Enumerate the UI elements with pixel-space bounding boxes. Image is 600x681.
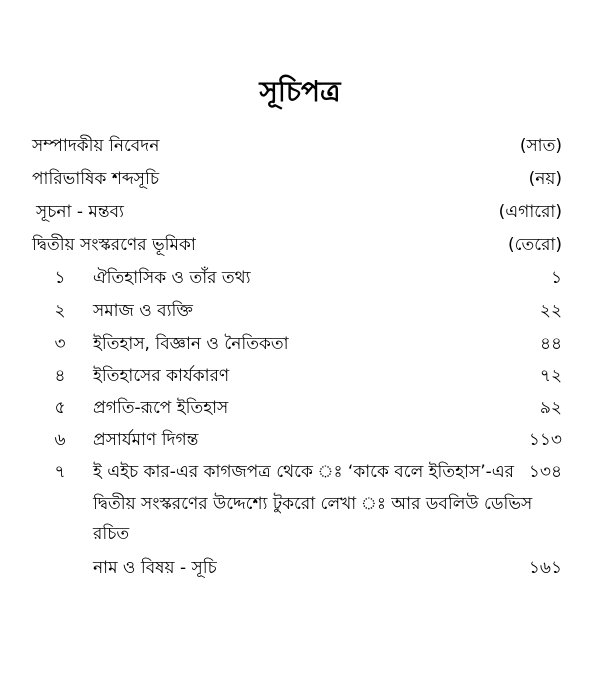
toc-chapter-2[interactable] — [0, 296, 600, 326]
toc-chapter-3[interactable] — [0, 329, 600, 359]
toc-entry-introductory-remark[interactable] — [0, 197, 600, 227]
toc-chapter-5[interactable] — [0, 393, 600, 423]
toc-entry-label: দ্বিতীয় সংস্করণের ভূমিকা — [32, 235, 196, 255]
toc-entry-label: সূচনা - মন্তব্য — [36, 202, 124, 222]
chapter-page: ৪৪ — [539, 334, 562, 354]
toc-entry-page: (এগারো) — [498, 202, 562, 222]
toc-entry-page: (সাত) — [519, 136, 562, 156]
chapter-number: ২ — [54, 301, 66, 321]
chapter-number: ৩ — [54, 334, 66, 354]
chapter-title-continuation: দ্বিতীয় সংস্করণের উদ্দেশ্যে টুকরো লেখা ঃ আর ডবলিউ ডেভিস — [93, 494, 533, 514]
chapter-number: ৭ — [54, 462, 66, 482]
chapter-page: ১১৩ — [528, 430, 562, 450]
chapter-title: প্রগতি-রূপে ইতিহাস — [93, 398, 229, 418]
toc-entry-page: (তেরো) — [507, 235, 562, 255]
page-title: সূচিপত্র — [259, 75, 341, 108]
toc-entry-label: নাম ও বিষয় - সূচি — [93, 558, 217, 578]
chapter-number: ১ — [54, 268, 66, 288]
toc-entry-glossary[interactable] — [0, 164, 600, 194]
chapter-title: ঐতিহাসিক ও তাঁর তথ্য — [93, 268, 251, 288]
toc-chapter-4[interactable] — [0, 361, 600, 391]
chapter-page: ২২ — [539, 301, 562, 321]
chapter-title: ইতিহাস, বিজ্ঞান ও নৈতিকতা — [93, 334, 289, 354]
chapter-page: ৯২ — [539, 398, 562, 418]
chapter-number: ৫ — [54, 398, 66, 418]
chapter-page: ৭২ — [539, 366, 562, 386]
chapter-page: ১৩৪ — [528, 462, 562, 482]
chapter-title: প্রসার্যমাণ দিগন্ত — [93, 430, 199, 450]
toc-entry-editorial-note[interactable] — [0, 131, 600, 161]
toc-entry-page: ১৬১ — [528, 558, 562, 578]
toc-entry-page: (নয়) — [528, 169, 562, 189]
chapter-title: ইতিহাসের কার্যকারণ — [93, 366, 230, 386]
chapter-page: ১ — [550, 268, 562, 288]
toc-entry-index[interactable] — [0, 553, 600, 583]
chapter-number: ৬ — [54, 430, 66, 450]
chapter-title-continuation: রচিত — [93, 524, 130, 544]
toc-chapter-7[interactable] — [0, 457, 600, 487]
toc-entry-second-edition-preface[interactable] — [0, 230, 600, 260]
chapter-number: ৪ — [54, 366, 66, 386]
toc-entry-label: সম্পাদকীয় নিবেদন — [32, 136, 160, 156]
toc-chapter-6[interactable] — [0, 425, 600, 455]
chapter-title: সমাজ ও ব্যক্তি — [93, 301, 193, 321]
chapter-title: ই এইচ কার-এর কাগজপত্র থেকে ঃ ‘কাকে বলে ইতিহাস’-এর — [93, 462, 515, 482]
toc-entry-label: পারিভাষিক শব্দসূচি — [32, 169, 160, 189]
toc-chapter-1[interactable] — [0, 263, 600, 293]
